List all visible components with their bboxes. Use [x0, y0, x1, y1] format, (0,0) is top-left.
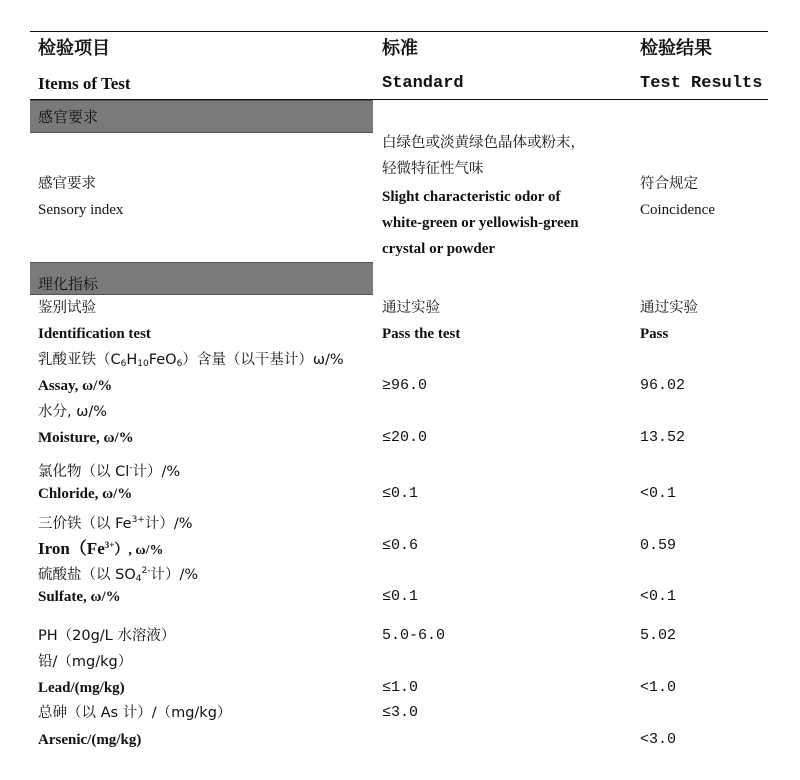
item-en: Sensory index: [38, 202, 124, 218]
item-cn: 总砷（以 As 计）/（mg/kg）: [38, 705, 232, 721]
header-results-cn: 检验结果: [640, 38, 712, 59]
item-en: Moisture, ω/%: [38, 430, 134, 446]
result-en: Coincidence: [640, 202, 715, 218]
item: PH（20g/L 水溶液）: [38, 628, 176, 644]
standard-en-2: white-green or yellowish-green: [382, 215, 579, 231]
item-en: $Iron(Fe^{3+})$, ω/%: [38, 539, 164, 558]
item-cn: 铅/（mg/kg）: [38, 654, 133, 670]
result-cn: 符合规定: [640, 176, 698, 192]
standard-value: ≤1.0: [382, 679, 419, 696]
standard-value: ≤3.0: [382, 704, 419, 721]
standard-en: Pass the test: [382, 326, 461, 342]
item-cn: 三价铁（以 $Fe^{3+}$计）/%: [38, 515, 193, 532]
header-items-cn: 检验项目: [38, 38, 110, 59]
item-en: Assay, ω/%: [38, 378, 113, 394]
standard-en-3: crystal or powder: [382, 241, 496, 257]
item-cn: 氯化物（以 Cl-计）/%: [38, 463, 181, 480]
result-value: 96.02: [640, 377, 686, 394]
item-cn: 乳酸亚铁$(C_6H_{10}FeO_6)$含量（以干基计）ω/%: [38, 352, 344, 369]
item-cn: 鉴别试验: [38, 300, 96, 316]
standard-cn-2: 轻微特征性气味: [382, 161, 484, 177]
standard-en-1: Slight characteristic odor of: [382, 189, 561, 205]
header-results-en: Test Results: [640, 74, 763, 93]
item-cn: 感官要求: [38, 176, 96, 192]
item-en: Identification test: [38, 326, 151, 342]
section-physchem-label: 理化指标: [38, 275, 99, 293]
header-items-en: Items of Test: [38, 74, 131, 93]
item-en: Lead/(mg/kg): [38, 680, 125, 696]
standard-cn-1: 白绿色或淡黄绿色晶体或粉末，: [382, 135, 585, 151]
top-rule: [30, 31, 768, 32]
result-value: 5.02: [640, 627, 677, 644]
result-value: 0.59: [640, 537, 677, 554]
item-en: Sulfate, ω/%: [38, 589, 121, 605]
standard-value: ≤0.6: [382, 537, 419, 554]
header-standard-cn: 标准: [382, 38, 418, 59]
section-physchem-bar: [30, 262, 373, 295]
item-en: Chloride, ω/%: [38, 486, 133, 502]
standard-cn: 通过实验: [382, 300, 440, 316]
standard-value: ≤0.1: [382, 588, 419, 605]
item-cn: 硫酸盐（以 $SO_4^{2-}$计）/%: [38, 566, 199, 584]
result-value: <0.1: [640, 588, 677, 605]
result-en: Pass: [640, 326, 669, 342]
result-value: <3.0: [640, 731, 677, 748]
result-value: <1.0: [640, 679, 677, 696]
header-standard-en: Standard: [382, 74, 464, 93]
item-en: Arsenic/(mg/kg): [38, 732, 142, 748]
result-cn: 通过实验: [640, 300, 698, 316]
result-value: 13.52: [640, 429, 686, 446]
standard-value: 5.0-6.0: [382, 627, 446, 644]
section-sensory-bar: [30, 100, 373, 133]
standard-value: ≤20.0: [382, 429, 428, 446]
item-cn: 水分, ω/%: [38, 404, 108, 420]
result-value: <0.1: [640, 485, 677, 502]
standard-value: ≥96.0: [382, 377, 428, 394]
standard-value: ≤0.1: [382, 485, 419, 502]
section-sensory-label: 感官要求: [38, 108, 99, 126]
